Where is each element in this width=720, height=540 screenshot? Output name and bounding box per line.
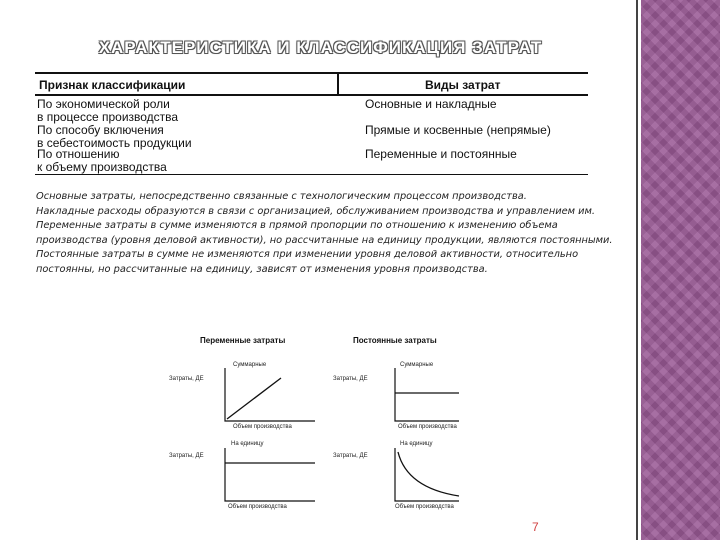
page-number: 7 [532,520,539,534]
table-top-rule [35,72,588,74]
fix-total-y-label: Затраты, ДЕ [333,376,368,382]
cost-descriptions [36,190,616,277]
cost-behavior-figure [163,328,483,518]
table-row-1-criterion: По экономической роли в процессе производства [37,97,179,124]
cost-behavior-graphs [163,328,483,518]
paragraph-main-costs: Основные затраты, непосредственно связанные с технологическим процессом производства. [36,191,527,202]
table-row-3-types: Переменные и постоянные [365,147,517,161]
fix-unit-curve-label: На единицу [400,441,433,447]
fix-unit-x-label: Объем производства [395,504,454,510]
var-unit-curve-label: На единицу [231,441,264,447]
var-unit-x-label: Объем производства [228,504,287,510]
header-types: Виды затрат [425,78,501,92]
table-header-divider [337,74,339,94]
var-total-curve-label: Суммарные [233,362,267,368]
var-unit-y-label: Затраты, ДЕ [169,453,204,459]
fix-total-axes [395,368,459,421]
paragraph-overhead-costs: Накладные расходы образуются в связи с организацией, обслуживанием производства и управлением им. [36,205,596,217]
fix-unit-curve [398,452,459,496]
decorative-side-panel [641,0,720,540]
table-row-1-types: Основные и накладные [365,97,497,111]
fix-total-curve-label: Суммарные [400,362,434,368]
classification-table [35,72,588,176]
var-total-x-label: Объем производства [233,424,292,430]
fixed-costs-title: Постоянные затраты [353,336,437,345]
paragraph-fixed-costs: Постоянные затраты в сумме не изменяются при изменении уровня деловой активности, относительно постоянны, но рассчитанные на единицу, зависят от изменения уровня производства. [36,249,579,275]
variable-costs-title: Переменные затраты [200,336,286,345]
var-total-y-label: Затраты, ДЕ [169,376,204,382]
table-bottom-rule [35,174,588,175]
side-divider [636,0,638,540]
fix-total-x-label: Объем производства [398,424,457,430]
table-header-rule [35,94,588,96]
table-row-2-criterion: По способу включения в себестоимость продукции [37,123,192,150]
table-row-2-types: Прямые и косвенные (непрямые) [365,123,551,137]
slide-title: ХАРАКТЕРИСТИКА И КЛАССИФИКАЦИЯ ЗАТРАТ [98,38,543,57]
fix-unit-axes [395,448,459,501]
var-total-line [227,378,281,419]
var-total-axes [225,368,315,421]
table-row-3-criterion: По отношению к объему производства [37,147,167,174]
var-unit-axes [225,448,315,501]
header-criterion: Признак классификации [39,78,186,92]
fix-unit-y-label: Затраты, ДЕ [333,453,368,459]
paragraph-variable-costs: Переменные затраты в сумме изменяются в прямой пропорции по отношению к изменению объема производства (уровня деловой активности), но рассчитанные на единицу продукции, являются постоянными. [36,220,613,246]
